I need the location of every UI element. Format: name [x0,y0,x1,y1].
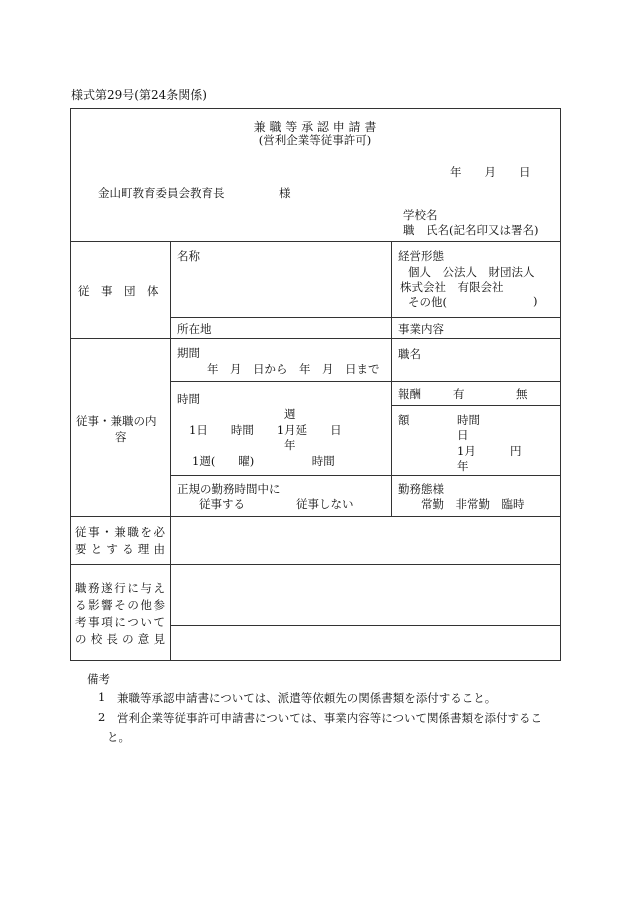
form-subtitle: (営利企業等従事許可) [258,133,372,147]
form-title: 兼 職 等 承 認 申 請 書 [253,120,377,134]
note-2-number: 2 [98,710,106,724]
row-divider [170,475,561,476]
option-not-engage: 従事しない [296,497,354,511]
note-2-text-cont: と。 [107,730,130,744]
row-divider [70,516,561,517]
organization-row-label: 従 事 団 体 [78,284,159,298]
amount-month: 1月 [457,444,476,458]
row-divider [391,405,561,406]
principal-opinion-label: 職務遂行に与える影響その他参考事項についての校長の意見 [75,581,165,646]
time-weekday-line: 1週( 曜) 時間 [192,454,335,468]
note-1-number: 1 [98,690,106,704]
note-2-text: 営利企業等従事許可申請書については、事業内容等について関係書類を添付するこ [117,711,543,725]
reward-no: 無 [516,387,528,401]
period-label: 期間 [177,346,200,360]
reward-label: 報酬 [398,387,421,401]
note-1-text: 兼職等承認申請書については、派遣等依頼先の関係書類を添付すること。 [117,691,497,705]
management-other: その他( [408,295,447,309]
honorific: 様 [279,186,291,200]
column-divider [391,241,392,338]
amount-day: 日 [457,428,469,442]
row-divider [170,625,561,626]
reward-yes: 有 [453,387,465,401]
date-line: 年 月 日 [450,165,531,179]
management-other-close: ) [533,294,538,308]
position-title-label: 職名 [398,347,421,361]
form-number: 様式第29号(第24条関係) [71,88,207,102]
notes-title: 備考 [87,672,110,686]
management-options-2: 株式会社 有限会社 [400,280,504,294]
concurrent-row-label: 従事・兼職の内 [76,414,157,428]
amount-yen: 円 [510,444,522,458]
work-form-options: 常勤 非常勤 臨時 [421,497,525,511]
management-type-label: 経営形態 [398,249,444,263]
column-divider [170,241,171,661]
business-content-label: 事業内容 [398,322,444,336]
regular-hours-question: 正規の勤務時間中に [177,482,281,496]
option-engage: 従事する [199,497,245,511]
time-day-line: 1日 時間 1月延 日 [189,423,342,437]
time-week: 週 [284,407,296,421]
column-divider [391,338,392,516]
row-divider [170,381,561,382]
amount-year: 年 [457,459,469,473]
row-divider [170,317,561,318]
school-name-label: 学校名 [403,208,438,222]
amount-label: 額 [398,413,410,427]
addressee: 金山町教育委員会教育長 [98,186,225,200]
work-form-label: 勤務態様 [398,482,444,496]
time-year: 年 [284,438,296,452]
period-value: 年 月 日から 年 月 日まで [207,362,380,376]
management-options-1: 個人 公法人 財団法人 [408,265,535,279]
applicant-name-label: 職 氏名(記名印又は署名) [403,223,539,237]
row-divider [70,241,561,242]
concurrent-row-label-cont: 容 [115,430,127,444]
row-divider [70,564,561,565]
location-label: 所在地 [177,322,212,336]
reason-row-label: 従事・兼職を必要とする理由 [75,525,165,556]
amount-hours: 時間 [457,413,480,427]
time-label: 時間 [177,392,200,406]
row-divider [70,338,561,339]
org-name-label: 名称 [177,249,200,263]
